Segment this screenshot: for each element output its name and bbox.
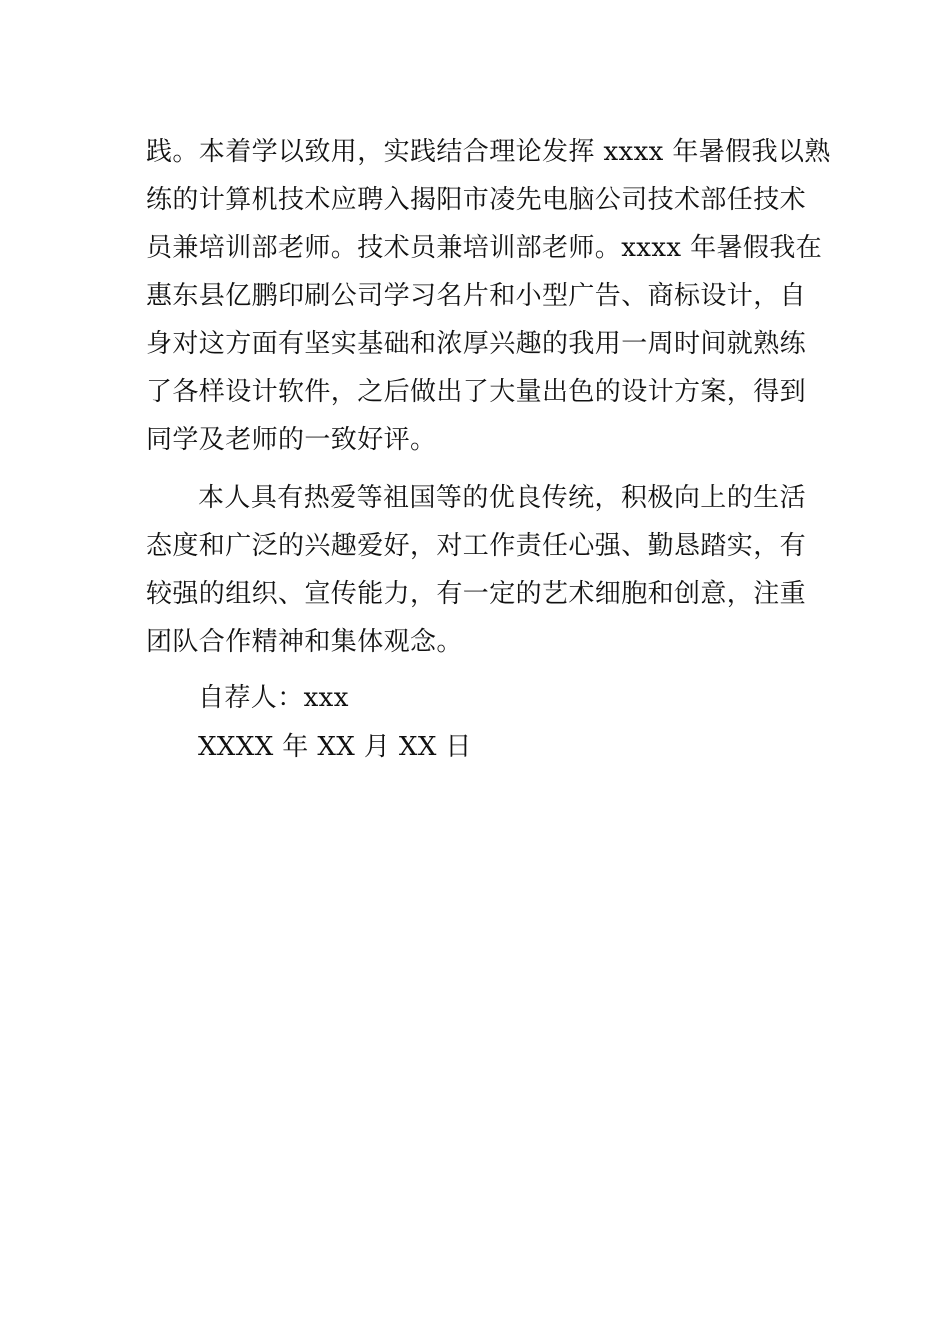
paragraph-1-line-2: 练的计算机技术应聘入揭阳市凌先电脑公司技术部任技术 <box>146 185 807 215</box>
signature-line: 自荐人：xxx <box>198 683 349 713</box>
paragraph-2-line-3: 较强的组织、宣传能力，有一定的艺术细胞和创意，注重 <box>146 579 807 609</box>
paragraph-1-line-5: 身对这方面有坚实基础和浓厚兴趣的我用一周时间就熟练 <box>146 329 807 359</box>
paragraph-1-line-1: 践。本着学以致用，实践结合理论发挥 xxxx 年暑假我以熟 <box>146 137 831 167</box>
paragraph-1-line-6: 了各样设计软件，之后做出了大量出色的设计方案，得到 <box>146 377 807 407</box>
paragraph-2-line-2: 态度和广泛的兴趣爱好，对工作责任心强、勤恳踏实，有 <box>146 531 807 561</box>
paragraph-1-line-3: 员兼培训部老师。技术员兼培训部老师。xxxx 年暑假我在 <box>146 233 823 263</box>
paragraph-1-line-7: 同学及老师的一致好评。 <box>146 425 437 455</box>
paragraph-1-line-4: 惠东县亿鹏印刷公司学习名片和小型广告、商标设计，自 <box>146 281 807 311</box>
paragraph-2-line-4: 团队合作精神和集体观念。 <box>146 627 463 657</box>
date-line: XXXX 年 XX 月 XX 日 <box>198 732 472 762</box>
paragraph-2-line-1: 本人具有热爱等祖国等的优良传统，积极向上的生活 <box>198 483 806 513</box>
